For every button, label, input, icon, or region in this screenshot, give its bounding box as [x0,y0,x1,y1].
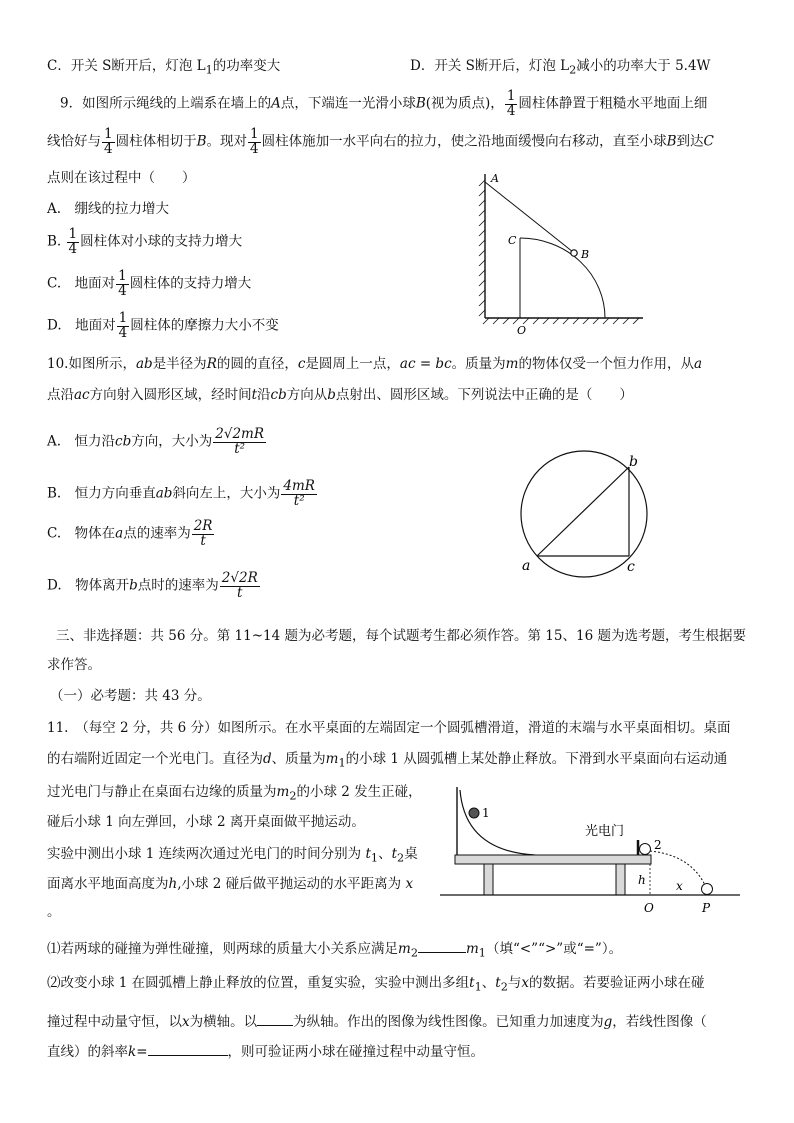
section3-line-2: 求作答。 [47,657,101,673]
q11-line-5: 实验中测出小球 1 连续两次通过光电门的时间分别为 $t_1$、$t_2$桌 [47,846,418,865]
q9-option-a: A. 绷线的拉力增大 [47,201,170,217]
ground [483,318,643,324]
q9-option-b: B. $\frac{1}{4}$ 圆柱体对小球的支持力增大 [47,226,243,257]
q11-line-7: 。 [47,904,61,920]
q9-line-3: 点则在该过程中（ ） [47,170,196,186]
label-x: x [676,879,683,893]
q9-line-1: 9．如图所示绳线的上端系在墙上的A点，下端连一光滑小球B(视为质点)， $\frac{1}{4}$ 圆柱体静置于粗糙水平地面上细 [60,88,708,119]
q11-part-2-line-2: 撞过程中动量守恒，以x为横轴。以 为纵轴。作出的图像为线性图像。已知重力加速度为g，若线性图像（ [47,1014,707,1030]
table-leg-left [484,864,493,895]
q11-line-1: 11. （每空 2 分，共 6 分）如图所示。在水平桌面的左端固定一个圆弧槽滑道，滑道的末端与水平桌面相切。桌面 [47,720,731,736]
q9-line-2: 线恰好与 $\frac{1}{4}$ 圆柱体相切于B。现对 $\frac{1}{4}$ 圆柱体施加一水平向右的拉力，使之沿地面缓慢向右移动，直至小球B到达C [47,126,714,157]
q11-line-2: 的右端附近固定一个光电门。直径为d、质量为$m_1$的小球 1 从圆弧槽上某处静止释放。下滑到水平桌面向右运动通 [47,751,728,770]
q11-line-4: 碰后小球 1 向左弹回，小球 2 离开桌面做平抛运动。 [47,814,365,830]
label-b: B [581,248,590,261]
q10-figure [505,450,665,580]
ball-2-label: 2 [654,838,662,852]
q10-option-a: A. 恒力沿cb方向，大小为 $\frac{2√2mR}{\text{t²}}$ [47,426,264,457]
label-c: C [508,234,517,247]
ball-b [571,250,577,256]
quarter-cylinder [520,238,605,318]
q11-figure [435,785,745,920]
q11-line-6: 面离水平地面高度为h,小球 2 碰后做平抛运动的水平距离为 x [47,876,414,892]
label-o: O [517,324,527,337]
label-p: P [702,901,711,915]
ball-2-landed [702,884,713,895]
ball-1 [469,808,479,818]
fraction-quarter: $\frac{1}{4}$ [506,88,516,119]
section3-line-1: 三、非选择题：共 56 分。第 11~14 题为必考题，每个试题考生都必须作答。第 15、16 题为选考题，考生根据要 [56,628,746,644]
label-c: c [627,559,635,575]
q11-part-2-line-3: 直线）的斜率k= ，则可验证两小球在碰撞过程中动量守恒。 [47,1044,484,1060]
table-top [455,855,651,864]
q10-option-b: B. 恒力方向垂直ab斜向左上，大小为 $\frac{4mR}{\text{t²}}$ [47,478,315,509]
photogate-label: 光电门 [585,824,625,839]
answer-blank-1[interactable] [418,940,466,953]
label-h: h [638,873,646,887]
label-o: O [644,901,654,915]
q10-option-c: C. 物体在a点的速率为 $\frac{2R}{t}$ [47,518,213,549]
label-a: a [522,558,531,574]
diameter-ab [537,467,629,556]
q9-option-d: D. 地面对 $\frac{1}{4}$ 圆柱体的摩擦力大小不变 [47,310,279,341]
wall [479,174,485,318]
arc-groove [460,790,535,855]
q10-option-d: D. 物体离开b点时的速率为 $\frac{2√2R}{t}$ [47,570,258,601]
answer-blank-3[interactable] [148,1043,228,1056]
q8-option-d: D．开关 S断开后，灯泡 $L_2$减小的功率大于 5.4W [410,58,711,77]
ball-2 [640,844,651,855]
q8-option-c: C．开关 S断开后，灯泡 $L_1$的功率变大 [47,58,281,77]
label-b: b [629,454,638,470]
q11-part-2: ⑵改变小球 1 在圆弧槽上静止释放的位置，重复实验，实验中测出多组$t_1$、$t_2$与x的数据。若要验证两小球在碰 [47,975,705,994]
rope [485,182,573,252]
q9-option-c: C. 地面对 $\frac{1}{4}$ 圆柱体的支持力增大 [47,268,252,299]
section3-subtitle: （一）必考题：共 43 分。 [50,688,211,704]
q9-figure [475,168,645,338]
ball-1-label: 1 [482,806,490,820]
q10-line-1: 10.如图所示，ab是半径为R的圆的直径，c是圆周上一点，ac = bc。质量为m的物体仅受一个恒力作用，从a [47,356,703,372]
table-leg-right [616,864,625,895]
label-a: A [491,172,499,185]
answer-blank-2[interactable] [257,1013,293,1026]
q11-part-1: ⑴若两球的碰撞为弹性碰撞，则两球的质量大小关系应满足$m_2$ $m_1$（填“<”“>”或“=”）。 [47,941,623,960]
q11-line-3: 过光电门与静止在桌面右边缘的质量为$m_2$的小球 2 发生正碰， [47,784,422,803]
q10-line-2: 点沿ac方向射入圆形区域，经时间t沿cb方向从b点射出、圆形区域。下列说法中正确的是（ ） [47,387,633,403]
